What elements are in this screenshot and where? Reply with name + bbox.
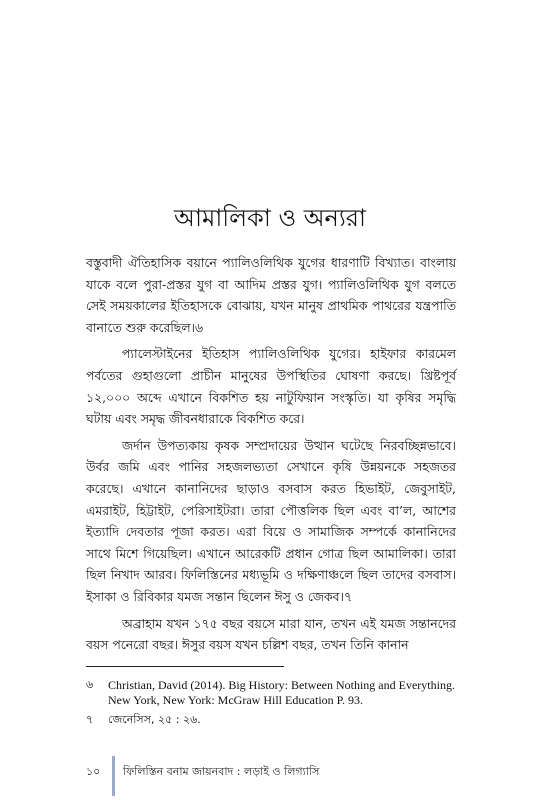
footnote-text: Christian, David (2014). Big History: Between Nothing and Everything. New York, New York: McGraw Hill Education P. 93. (108, 678, 455, 707)
footnotes (86, 678, 466, 734)
page-number: ১০ (86, 764, 101, 778)
footer-accent-bar (112, 756, 115, 796)
footnote-text: জেনেসিস, ২৫ : ২৬. (108, 713, 201, 726)
paragraph-3: জর্দান উপত্যকায় কৃষক সম্প্রদায়ের উত্থান ঘটেছে নিরবচ্ছিন্নভাবে। উর্বর জমি এবং পানির সহজলভ্যতা সেখানে কৃষি উন্নয়নকে সহজতর করেছে। এখানে কানানিদের ছাড়াও বসবাস করত হিভাইট, জেবুসাইট, এমরাইট, হিট্টাইট, পেরিসাইটরা। তারা পৌত্তলিক ছিল এবং বা’ল, আশের ইত্যাদি দেবতার পূজা করত। এরা বিয়ে ও সামাজিক সম্পর্কে কানানিদের সাথে মিশে গিয়েছিল। এখানে আরেকটি প্রধান গোত্র ছিল আমালিকা। তারা ছিল নিখাদ আরব। ফিলিস্তিনের মধ্যভূমি ও দক্ষিণাঞ্চলে ছিল তাদের বসবাস। ইসাকা ও রিবিকার যমজ সন্তান ছিলেন ঈসু ও জেকব।৭ (86, 437, 456, 604)
chapter-title: আমালিকা ও অন্যরা (174, 204, 366, 232)
footnote-7 (86, 713, 466, 728)
body-text (86, 252, 456, 661)
footnote-6 (86, 678, 466, 707)
page-footer (86, 748, 319, 796)
running-title: ফিলিস্তিন বনাম জায়নবাদ : লড়াই ও লিগ্যাসি (123, 764, 320, 778)
paragraph-1: বস্তুবাদী ঐতিহাসিক বয়ানে প্যালিওলিথিক যুগের ধারণাটি বিখ্যাত। বাংলায় যাকে বলে পুরা-প্রস্তর যুগ বা আদিম প্রস্তর যুগ। প্যালিওলিথিক যুগ বলতে সেই সময়কালের ইতিহাসকে বোঝায়, যখন মানুষ প্রাথমিক পাথরের যন্ত্রপাতি বানাতে শুরু করেছিল।৬ (86, 255, 456, 335)
footnote-number: ৭ (86, 713, 94, 726)
footnote-number: ৬ (86, 678, 94, 691)
paragraph-4: অব্রাহাম যখন ১৭৫ বছর বয়সে মারা যান, তখন এই যমজ সন্তানদের বয়স পনেরো বছর। ঈসুর বয়স যখন চল্লিশ বছর, তখন তিনি কানান (86, 615, 456, 653)
paragraph-2: প্যালেস্টাইনের ইতিহাস প্যালিওলিথিক যুগের। হাইফার কারমেল পর্বতের গুহাগুলো প্রাচীন মানুষের উপস্থিতির ঘোষণা করছে। খ্রিষ্টপূর্ব ১২,০০০ অব্দে এখানে বিকশিত হয় নাটুফিয়ান সংস্কৃতি। যা কৃষির সমৃদ্ধি ঘটায় এবং সমৃদ্ধ জীবনধারাকে বিকশিত করে। (86, 346, 456, 427)
footnote-divider (86, 666, 284, 667)
